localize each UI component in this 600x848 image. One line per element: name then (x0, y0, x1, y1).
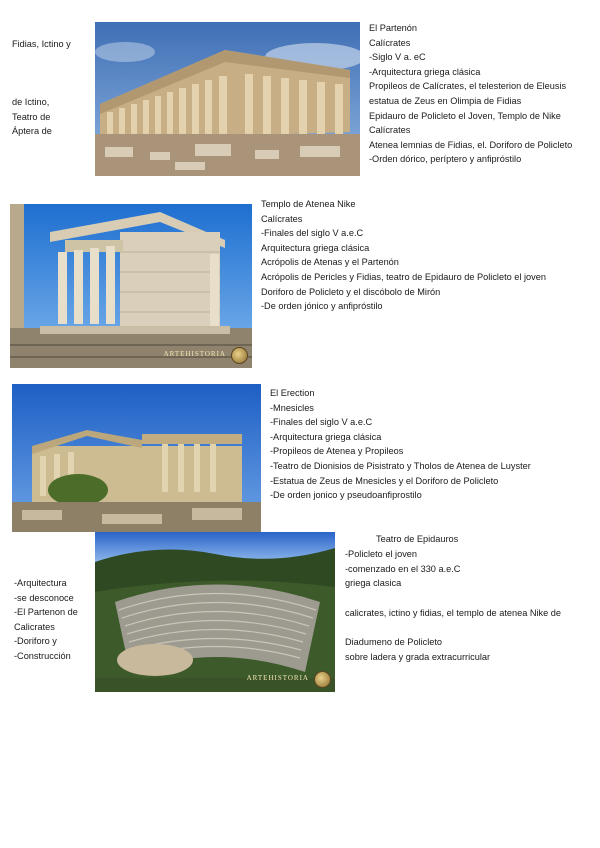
text-line: Templo de Atenea Nike (261, 199, 356, 209)
text-line: Teatro de (12, 111, 51, 122)
text-line: -Teatro de Dionisios de Pisistrato y Tholos de Atenea de Luyster (270, 460, 531, 471)
text-line: El Erection (270, 388, 315, 398)
text-line: Arquitectura griega clásica (261, 242, 370, 253)
epidaurus-description-mid: calicrates, ictino y fidias, el templo de atenea Nike de (345, 608, 562, 618)
text-line: Calicrates (14, 621, 55, 632)
text-line: -se desconoce (14, 592, 74, 603)
athena-nike-description (261, 197, 546, 314)
text-line: -comenzado en el 330 a.e.C (345, 563, 461, 574)
text-line: -Mnesicles (270, 402, 314, 413)
text-line: -Arquitectura griega clásica (270, 431, 382, 442)
erechtheion-photo (12, 384, 261, 532)
parthenon-left-text (12, 37, 71, 52)
text-line: Doriforo de Policleto y el discóbolo de Mirón (261, 286, 441, 297)
text-line: -Arquitectura (14, 578, 67, 588)
parthenon-photo (95, 22, 360, 176)
seal-icon (314, 671, 331, 688)
epidaurus-title: Teatro de Epidauros (376, 534, 459, 544)
text-line: -Construcción (14, 650, 71, 661)
watermark: ARTEHISTORIA (246, 674, 309, 683)
text-line: sobre ladera y grada extracurricular (345, 651, 491, 662)
text-line: Acrópolis de Atenas y el Partenón (261, 257, 399, 268)
text-line: -Orden dórico, períptero y anfipróstilo (369, 154, 522, 165)
epidaurus-description-top (345, 547, 460, 591)
text-line: -De orden jonico y pseudoanfiprostilo (270, 490, 422, 501)
parthenon-left-text-2 (12, 95, 52, 139)
text-line: -Siglo V a. eC (369, 52, 426, 63)
text-line: Calícrates (369, 37, 411, 48)
text-line: Áptera de (12, 126, 52, 137)
text-line: Acrópolis de Pericles y Fidias, teatro de Epidauro de Policleto el joven (261, 271, 546, 282)
seal-icon (231, 347, 248, 364)
epidaurus-left-text (14, 576, 78, 664)
text-line: -De orden jónico y anfipróstilo (261, 301, 383, 312)
text-line: El Partenón (369, 23, 418, 33)
watermark: ARTEHISTORIA (163, 350, 226, 359)
text-line: Epidauro de Policleto el Joven, Templo de Nike (369, 110, 561, 121)
text-line: Calícrates (369, 125, 411, 136)
epidaurus-description-bottom (345, 635, 490, 664)
text-line: -Doriforo y (14, 636, 57, 647)
text-line: -Finales del siglo V a.e.C (270, 417, 373, 428)
text-line: Diadumeno de Policleto (345, 637, 443, 647)
text-line: -Finales del siglo V a.e.C (261, 228, 364, 239)
erechtheion-description (270, 386, 531, 503)
athena-nike-photo (10, 204, 252, 368)
text-line: griega clasica (345, 578, 402, 589)
text-line: -Propileos de Atenea y Propileos (270, 446, 404, 457)
text-line: estatua de Zeus en Olimpia de Fidias (369, 95, 522, 106)
text-line: -Estatua de Zeus de Mnesicles y el Doriforo de Policleto (270, 475, 499, 486)
text-line: -El Partenon de (14, 607, 78, 618)
text-line: Propileos de Calícrates, el telesterion de Eleusis (369, 81, 567, 92)
epidaurus-theatre-photo (95, 532, 335, 692)
parthenon-description (369, 21, 572, 167)
text-line: de Ictino, (12, 97, 50, 107)
text-line: -Arquitectura griega clásica (369, 66, 481, 77)
text-line: Atenea lemnias de Fidias, el. Doriforo de Policleto (369, 139, 573, 150)
text-line: -Policleto el joven (345, 549, 418, 559)
text-line: Calícrates (261, 213, 303, 224)
text-line: Fidias, Ictino y (12, 39, 71, 49)
